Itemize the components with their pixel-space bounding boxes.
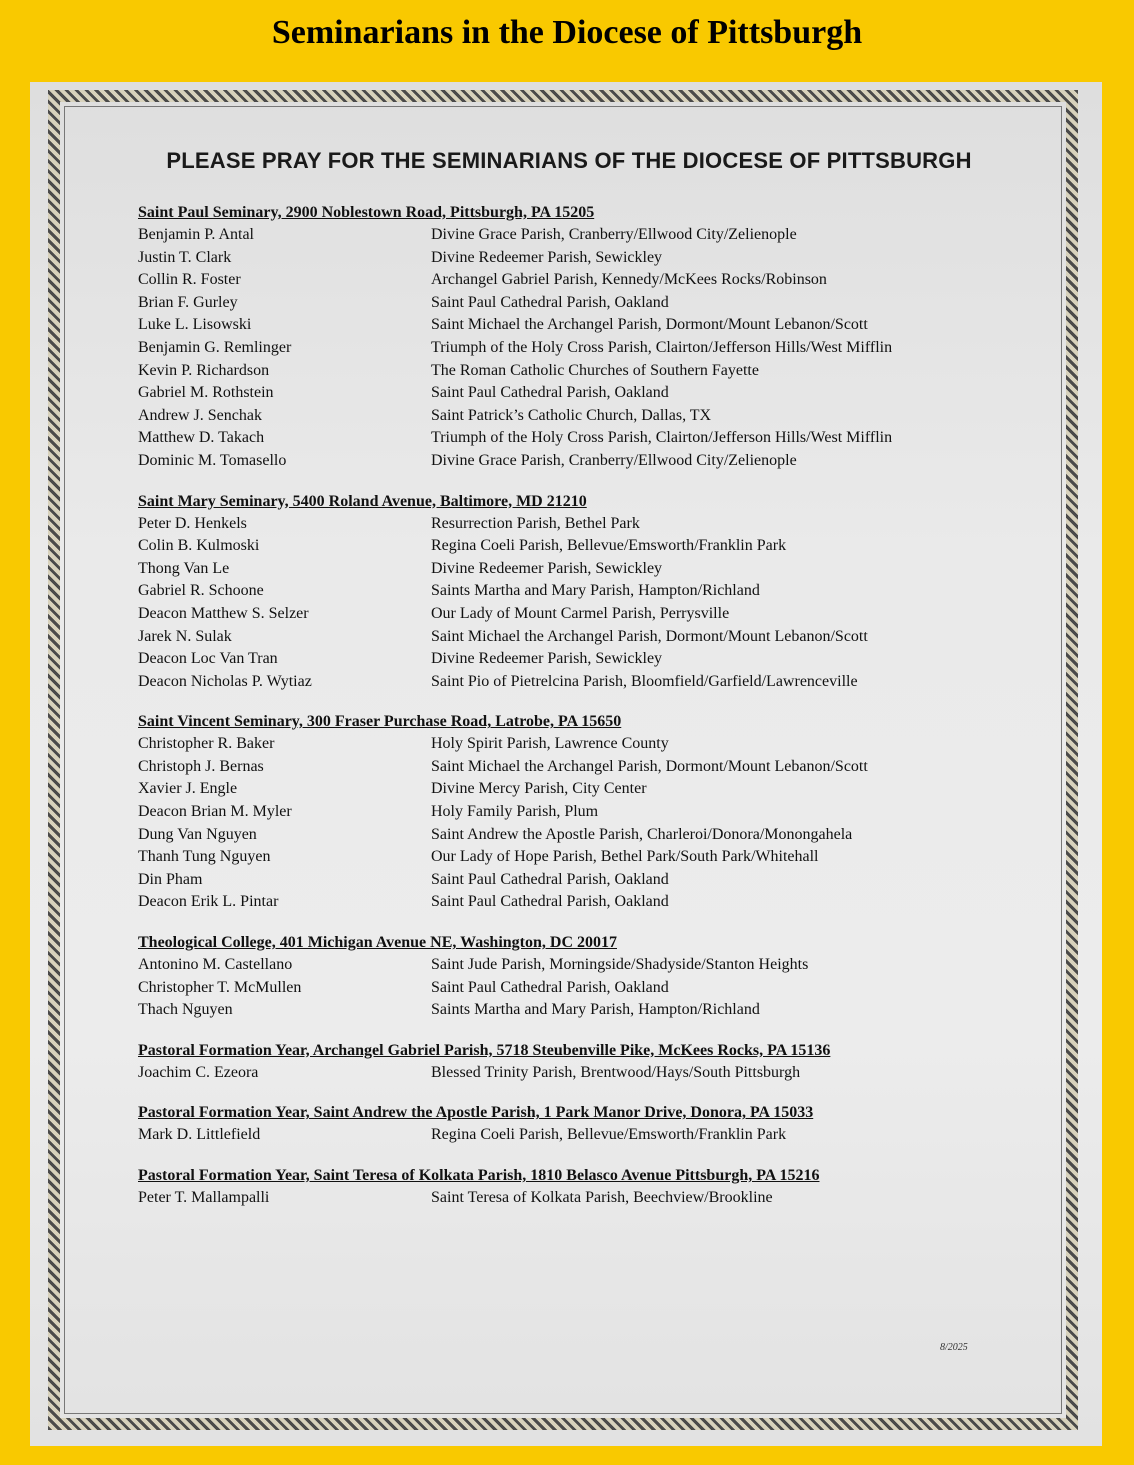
seminarian-name: Christopher R. Baker: [138, 735, 275, 753]
home-parish: Divine Grace Parish, Cranberry/Ellwood City/Zelienople: [431, 451, 797, 469]
home-parish: Saint Michael the Archangel Parish, Dormont/Mount Lebanon/Scott: [431, 316, 868, 334]
seminarian-name: Deacon Brian M. Myler: [138, 803, 292, 821]
home-parish: Saint Paul Cathedral Parish, Oakland: [431, 293, 669, 311]
seminarian-name: Deacon Erik L. Pintar: [138, 893, 279, 911]
home-parish: Blessed Trinity Parish, Brentwood/Hays/South Pittsburgh: [431, 1063, 801, 1081]
home-parish: Holy Family Parish, Plum: [431, 803, 599, 821]
seminarian-name: Brian F. Gurley: [138, 293, 238, 311]
seminarian-name: Benjamin P. Antal: [138, 226, 254, 243]
seminarian-row: [138, 671, 1038, 694]
seminarian-row: [138, 427, 1038, 450]
seminarian-name: Deacon Matthew S. Selzer: [138, 604, 309, 622]
seminarian-row: [138, 360, 1038, 383]
seminarian-row: [138, 999, 1038, 1022]
home-parish: Our Lady of Mount Carmel Parish, Perrysville: [431, 604, 730, 622]
seminarian-row: [138, 756, 1038, 779]
seminarian-row: [138, 954, 1038, 977]
home-parish: Saint Patrick’s Catholic Church, Dallas, TX: [431, 406, 712, 424]
seminarian-row: [138, 269, 1038, 292]
section-title: Saint Mary Seminary, 5400 Roland Avenue, Baltimore, MD 21210: [138, 492, 587, 510]
seminarian-name: Christoph J. Bernas: [138, 757, 264, 775]
section-title: Saint Paul Seminary, 2900 Noblestown Road, Pittsburgh, PA 15205: [138, 204, 595, 221]
seminarian-name: Antonino M. Castellano: [138, 956, 293, 974]
seminarian-row: [138, 247, 1038, 270]
section-title: Pastoral Formation Year, Saint Teresa of Kolkata Parish, 1810 Belasco Avenue Pittsburgh, PA 15216: [138, 1167, 820, 1184]
section-title: Pastoral Formation Year, Archangel Gabriel Parish, 5718 Steubenville Pike, McKees Rocks, PA 15136: [138, 1041, 831, 1059]
seminarian-name: Dung Van Nguyen: [138, 825, 257, 843]
home-parish: Triumph of the Holy Cross Parish, Clairton/Jefferson Hills/West Mifflin: [431, 429, 893, 447]
seminarian-name: Collin R. Foster: [138, 271, 241, 289]
home-parish: Divine Redeemer Parish, Sewickley: [431, 650, 663, 668]
seminarian-name: Thong Van Le: [138, 559, 230, 577]
section-title: Theological College, 401 Michigan Avenue NE, Washington, DC 20017: [138, 934, 617, 952]
date-note: 8/2025: [940, 1342, 968, 1353]
seminarian-row: [138, 778, 1038, 801]
seminarian-row: [138, 869, 1038, 892]
seminarian-name: Andrew J. Senchak: [138, 406, 262, 424]
seminarian-name: Peter D. Henkels: [138, 514, 247, 532]
seminarian-name: Kevin P. Richardson: [138, 361, 270, 379]
seminarian-row: [138, 891, 1038, 914]
seminarian-name: Jarek N. Sulak: [138, 627, 232, 645]
home-parish: Regina Coeli Parish, Bellevue/Emsworth/Franklin Park: [431, 1126, 787, 1144]
seminarian-row: [138, 405, 1038, 428]
seminarian-row: [138, 558, 1038, 581]
seminarian-row: [138, 314, 1038, 337]
home-parish: Saint Michael the Archangel Parish, Dormont/Mount Lebanon/Scott: [431, 627, 868, 645]
home-parish: Saint Teresa of Kolkata Parish, Beechview/Brookline: [431, 1189, 773, 1206]
home-parish: Saint Paul Cathedral Parish, Oakland: [431, 978, 669, 996]
home-parish: Regina Coeli Parish, Bellevue/Emsworth/Franklin Park: [431, 537, 787, 555]
seminarian-name: Deacon Nicholas P. Wytiaz: [138, 672, 312, 690]
seminary-section: [138, 1165, 1038, 1210]
document-heading: PLEASE PRAY FOR THE SEMINARIANS OF THE DIOCESE OF PITTSBURGH: [166, 148, 972, 173]
seminarian-name: Thanh Tung Nguyen: [138, 848, 271, 866]
seminary-section: [138, 202, 1038, 473]
seminarian-row: [138, 513, 1038, 536]
home-parish: Saint Paul Cathedral Parish, Oakland: [431, 893, 669, 911]
seminarian-row: [138, 292, 1038, 315]
seminarian-row: [138, 648, 1038, 671]
section-title: Pastoral Formation Year, Saint Andrew the Apostle Parish, 1 Park Manor Drive, Donora, PA 15033: [138, 1104, 814, 1122]
seminarian-row: [138, 1124, 1038, 1147]
seminarian-name: Peter T. Mallampalli: [138, 1189, 270, 1206]
home-parish: Holy Spirit Parish, Lawrence County: [431, 735, 669, 753]
seminary-sections: [138, 202, 1038, 1228]
seminarian-name: Deacon Loc Van Tran: [138, 650, 278, 668]
home-parish: Saint Paul Cathedral Parish, Oakland: [431, 384, 669, 402]
seminarian-name: Benjamin G. Remlinger: [138, 338, 292, 356]
seminarian-name: Luke L. Lisowski: [138, 316, 252, 334]
home-parish: Our Lady of Hope Parish, Bethel Park/South Park/Whitehall: [431, 848, 819, 866]
home-parish: Saint Andrew the Apostle Parish, Charleroi/Donora/Monongahela: [431, 825, 853, 843]
home-parish: Triumph of the Holy Cross Parish, Clairton/Jefferson Hills/West Mifflin: [431, 338, 893, 356]
section-title: Saint Vincent Seminary, 300 Fraser Purchase Road, Latrobe, PA 15650: [138, 713, 622, 731]
home-parish: The Roman Catholic Churches of Southern Fayette: [431, 361, 759, 379]
seminarian-name: Joachim C. Ezeora: [138, 1063, 259, 1081]
seminarian-name: Colin B. Kulmoski: [138, 537, 260, 555]
seminarian-row: [138, 337, 1038, 360]
seminarian-row: [138, 580, 1038, 603]
seminarian-name: Din Pham: [138, 870, 203, 888]
home-parish: Saint Paul Cathedral Parish, Oakland: [431, 870, 669, 888]
home-parish: Archangel Gabriel Parish, Kennedy/McKees Rocks/Robinson: [431, 271, 827, 289]
seminarian-row: [138, 450, 1038, 473]
home-parish: Saint Michael the Archangel Parish, Dormont/Mount Lebanon/Scott: [431, 757, 868, 775]
seminary-section: [138, 1102, 1038, 1147]
seminarian-name: Gabriel M. Rothstein: [138, 384, 274, 402]
seminarian-name: Justin T. Clark: [138, 248, 232, 266]
seminarian-row: [138, 801, 1038, 824]
seminarian-row: [138, 846, 1038, 869]
seminary-section: [138, 932, 1038, 1022]
seminary-section: [138, 491, 1038, 694]
home-parish: Divine Redeemer Parish, Sewickley: [431, 248, 663, 266]
seminarian-row: [138, 824, 1038, 847]
seminarian-row: [138, 1062, 1038, 1085]
seminarian-name: Thach Nguyen: [138, 1001, 233, 1019]
seminarian-row: [138, 626, 1038, 649]
page-title: Seminarians in the Diocese of Pittsburgh: [271, 14, 863, 51]
seminarian-row: [138, 535, 1038, 558]
seminarian-row: [138, 382, 1038, 405]
home-parish: Saints Martha and Mary Parish, Hampton/Richland: [431, 1001, 760, 1019]
home-parish: Divine Redeemer Parish, Sewickley: [431, 559, 663, 577]
seminarian-row: [138, 603, 1038, 626]
home-parish: Divine Grace Parish, Cranberry/Ellwood City/Zelienople: [431, 226, 797, 243]
seminarian-name: Matthew D. Takach: [138, 429, 265, 447]
seminarian-name: Xavier J. Engle: [138, 780, 238, 798]
seminarian-row: [138, 1187, 1038, 1210]
seminarian-row: [138, 224, 1038, 247]
seminarian-name: Mark D. Littlefield: [138, 1126, 261, 1144]
home-parish: Divine Mercy Parish, City Center: [431, 780, 647, 798]
seminarian-name: Christopher T. McMullen: [138, 978, 302, 996]
seminarian-row: [138, 977, 1038, 1000]
seminarian-name: Gabriel R. Schoone: [138, 582, 264, 600]
home-parish: Saints Martha and Mary Parish, Hampton/Richland: [431, 582, 760, 600]
seminarian-row: [138, 733, 1038, 756]
seminary-section: [138, 711, 1038, 914]
home-parish: Resurrection Parish, Bethel Park: [431, 514, 640, 532]
home-parish: Saint Pio of Pietrelcina Parish, Bloomfield/Garfield/Lawrenceville: [431, 672, 858, 690]
home-parish: Saint Jude Parish, Morningside/Shadyside/Stanton Heights: [431, 956, 809, 974]
seminary-section: [138, 1040, 1038, 1085]
seminarian-name: Dominic M. Tomasello: [138, 451, 287, 469]
